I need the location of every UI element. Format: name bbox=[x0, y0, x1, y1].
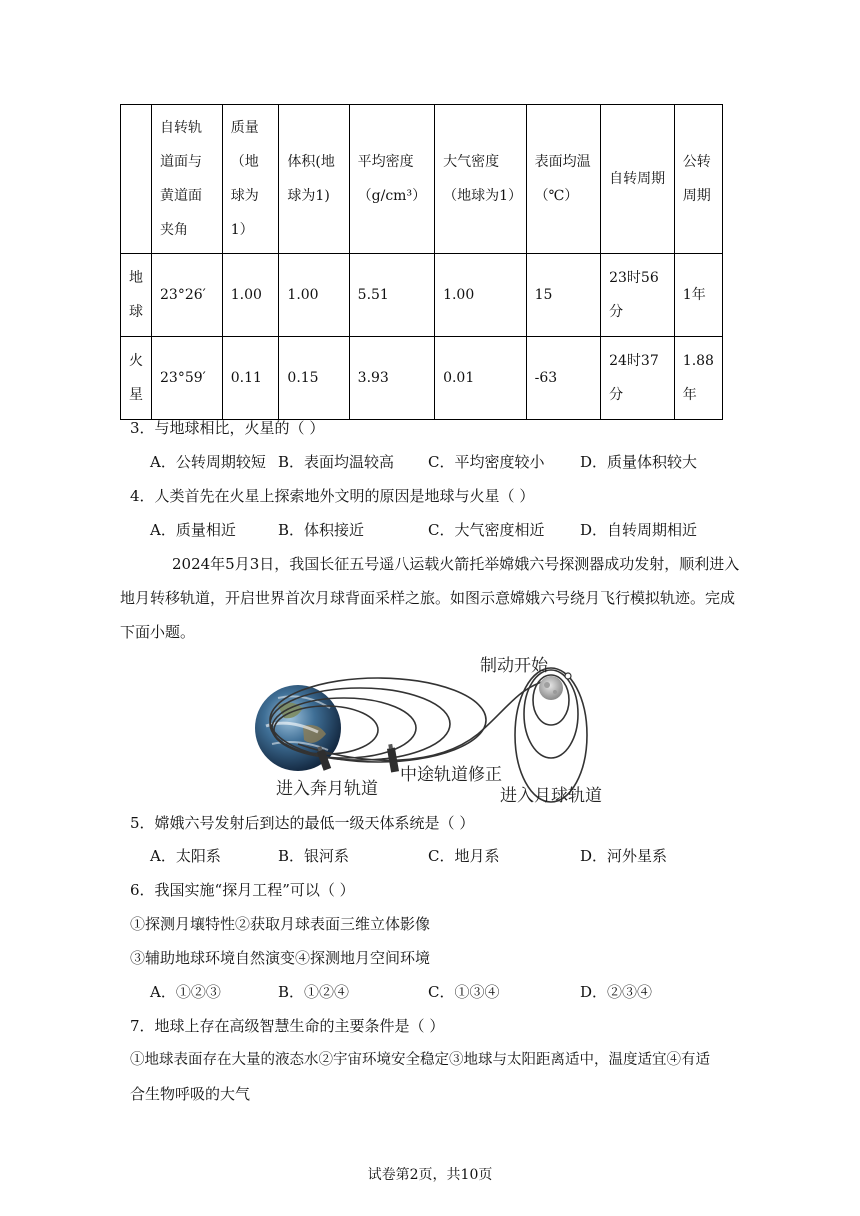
option-d: D．质量体积较大 bbox=[580, 453, 698, 471]
label-midcourse-correction: 中途轨道修正 bbox=[400, 765, 502, 785]
option-d: D．自转周期相近 bbox=[580, 521, 698, 539]
question-6-statements-2: ③辅助地球环境自然演变④探测地月空间环境 bbox=[130, 949, 431, 967]
question-7-statements-1: ①地球表面存在大量的液态水②宇宙环境安全稳定③地球与太阳距离适中，温度适宜④有适 bbox=[130, 1052, 710, 1068]
header-cell: 大气密度（地球为1） bbox=[435, 105, 527, 254]
reading-passage bbox=[120, 547, 740, 649]
header-cell: 质量（地球为1） bbox=[222, 105, 279, 254]
page-footer: 试卷第2页，共10页 bbox=[367, 1167, 493, 1183]
table-cell: 1.88年 bbox=[674, 337, 722, 420]
planet-comparison-table bbox=[120, 104, 723, 420]
option-a: A．①②③ bbox=[150, 983, 221, 1001]
option-a: A．太阳系 bbox=[150, 847, 221, 865]
brake-point-marker bbox=[565, 673, 571, 679]
option-d: D．②③④ bbox=[580, 983, 653, 1001]
table-cell: 23时56分 bbox=[601, 254, 675, 337]
table-header-row bbox=[121, 105, 723, 254]
table-cell: 0.01 bbox=[435, 337, 527, 420]
table-cell: 23°26′ bbox=[152, 254, 223, 337]
chang-e-6-trajectory-figure bbox=[248, 648, 618, 806]
option-b: B．表面均温较高 bbox=[278, 453, 395, 471]
header-cell: 表面均温（℃） bbox=[526, 105, 601, 254]
option-d: D．河外星系 bbox=[580, 847, 668, 865]
option-a: A．公转周期较短 bbox=[150, 453, 266, 471]
question-3-stem: 3．与地球相比，火星的（ ） bbox=[130, 419, 325, 437]
option-a: A．质量相近 bbox=[150, 521, 236, 539]
header-cell: 自转轨道面与黄道面夹角 bbox=[152, 105, 223, 254]
table-cell: 0.11 bbox=[222, 337, 279, 420]
label-enter-lunar-orbit: 进入月球轨道 bbox=[500, 786, 602, 806]
table-corner-cell bbox=[121, 105, 152, 254]
option-c: C．①③④ bbox=[428, 983, 500, 1001]
option-c: C．地月系 bbox=[428, 847, 500, 865]
row-label-cell bbox=[121, 254, 152, 337]
table-cell: 1.00 bbox=[279, 254, 349, 337]
table-cell: 1.00 bbox=[435, 254, 527, 337]
label-brake-start: 制动开始 bbox=[480, 656, 548, 676]
question-5-stem: 5．嫦娥六号发射后到达的最低一级天体系统是（ ） bbox=[130, 814, 475, 832]
table-cell: 23°59′ bbox=[152, 337, 223, 420]
question-7-statements-2: 合生物呼吸的大气 bbox=[130, 1085, 251, 1103]
option-c: C．大气密度相近 bbox=[428, 521, 545, 539]
option-b: B．银河系 bbox=[278, 847, 350, 865]
label-enter-transfer-orbit: 进入奔月轨道 bbox=[276, 779, 378, 799]
table-cell: 0.15 bbox=[279, 337, 349, 420]
table-cell: 5.51 bbox=[349, 254, 434, 337]
moon-icon bbox=[539, 676, 563, 700]
question-6-stem: 6．我国实施“探月工程”可以（ ） bbox=[130, 881, 355, 899]
table-cell: 24时37分 bbox=[601, 337, 675, 420]
row-label: 火星 bbox=[129, 353, 143, 403]
passage-text: 2024年5月3日，我国长征五号遥八运载火箭托举嫦娥六号探测器成功发射，顺利进入地月转移轨道，开启世界首次月球背面采样之旅。如图示意嫦娥六号绕月飞行模拟轨迹。完成下面小题。 bbox=[120, 555, 740, 641]
question-6-statements-1: ①探测月壤特性②获取月球表面三维立体影像 bbox=[130, 915, 431, 933]
question-4-stem: 4．人类首先在火星上探索地外文明的原因是地球与火星（ ） bbox=[130, 487, 535, 505]
header-cell: 公转周期 bbox=[674, 105, 722, 254]
table-cell: 15 bbox=[526, 254, 601, 337]
table-row-mars bbox=[121, 337, 723, 420]
table-row-earth bbox=[121, 254, 723, 337]
option-b: B．体积接近 bbox=[278, 521, 365, 539]
option-c: C．平均密度较小 bbox=[428, 453, 545, 471]
table-cell: 3.93 bbox=[349, 337, 434, 420]
row-label-cell bbox=[121, 337, 152, 420]
header-cell: 体积(地球为1) bbox=[279, 105, 349, 254]
header-cell: 自转周期 bbox=[601, 105, 675, 254]
question-7-stem: 7．地球上存在高级智慧生命的主要条件是（ ） bbox=[130, 1017, 445, 1035]
header-cell: 平均密度（g/cm³） bbox=[349, 105, 434, 254]
row-label: 地球 bbox=[129, 270, 143, 320]
table-cell: 1年 bbox=[674, 254, 722, 337]
table-cell: -63 bbox=[526, 337, 601, 420]
option-b: B．①②④ bbox=[278, 983, 350, 1001]
table-cell: 1.00 bbox=[222, 254, 279, 337]
